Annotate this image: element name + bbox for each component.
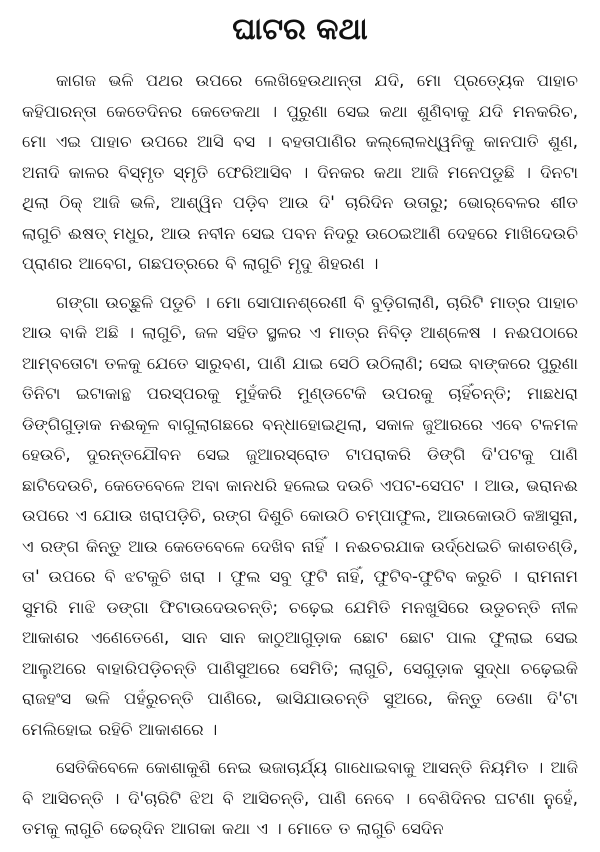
paragraph-2: ଗଙ୍ଗା ଉଚ୍ଛୁଳି ପଡୁଚି । ମୋ ସୋପାନଶ୍ରେଣୀ ବି ବୁଡ଼ିଗଲାଣି, ଚାରିଟି ମାତ୍ର ପାହାଚ ଆଉ ବାକି ଅଛି । ଲାଗୁଚି, ଜଳ ସହିତ ସ୍ଥଳର ଏ ମାତ୍ର ନିବିଡ଼ ଆଶ୍ଳେଷ । ନଈପଠାରେ ଆମ୍ବତୋଟା ତଳକୁ ଯେତେ ସାରୁବଣ, ପାଣି ଯାଇ ସେଠି ଉଠିଲାଣି; ସେଇ ବାଙ୍କରେ ପୁରୁଣା ତିନିଟା ଇଟାକାନ୍ଥ ପରସ୍ପରକୁ ମୁହଁକରି ମୁଣ୍ଡଟେକି ଉପରକୁ ଚାହିଁଚନ୍ତି; ମାଛଧରା ଡିଙ୍ଗିଗୁଡ଼ାକ ନଈକୂଳ ବାଗୁଲାଗଛରେ ବନ୍ଧାହୋଇଥିଲା, ସକାଳ ଜୁଆରରେ ଏବେ ଟଳମଳ ହେଉଚି, ଦୁରନ୍ତଯୌବନ ସେଇ ଜୁଆରସ୍ରୋତ ଟାପରାକରି ଡିଙ୍ଗି ଦି'ପଟକୁ ପାଣି ଛାଟିଦେଉଚି, କେତେବେଳେ ଅବା କାନଧରି ହଲେଇ ଦଉଚି ଏପଟ-ସେପଟ । ଆଉ, ଭରାନଈ ଉପରେ ଏ ଯୋଉ ଖରାପଡ଼ିଚି, ରଙ୍ଗ ଦିଶୁଚି କୋଉଠି ଚମ୍ପାଫୁଲ, ଆଉକୋଉଠି କଞ୍ଚାସୁନା, ଏ ରଙ୍ଗ କିନ୍ତୁ ଆଉ କେତେବେଳେ ଦେଖିବ ନାହିଁ । ନଈଚରଯାକ ଉର୍ଦ୍ଧେଇଚି କାଶତଣ୍ଡି, ତା' ଉପରେ ବି ଝଟକୁଚି ଖରା । ଫୁଲ ସବୁ ଫୁଟି ନାହିଁ, ଫୁଟିବ-ଫୁଟିବ କରୁଚି । ରାମନାମ ସୁମରି ମାଝି ଡଙ୍ଗା ଫିଟାଉଦେଉଚନ୍ତି; ଚଢ଼େଇ ଯେମିତି ମନଖୁସିରେ ଉଡୁଚନ୍ତି ନୀଳ ଆକାଶର ଏଣେତେଣେ, ସାନ ସାନ କାଠୁଆଗୁଡ଼ାକ ଛୋଟ ଛୋଟ ପାଲ ଫୁଲାଇ ସେଇ ଆଲୁଅରେ ବାହାରିପଡ଼ିଚନ୍ତି ପାଣିସୁଅରେ ସେମିତି; ଲାଗୁଚି, ସେଗୁଡ଼ାକ ସୁଦ୍ଧା ଚଢ଼େଇକି ରାଜହଂସ ଭଳି ପହଁରୁଚନ୍ତି ପାଣିରେ, ଭାସିଯାଉଚନ୍ତି ସୁଅରେ, କିନ୍ତୁ ଡେଣା ଦି'ଟା ମେଲିହୋଇ ରହିଚି ଆକାଶରେ ।: [22, 292, 578, 739]
document-title: ଘାଟର କଥା: [232, 12, 368, 47]
paragraph-3: ସେତିକିବେଳେ କୋଶାକୁଶି ନେଇ ଭଜାଚାର୍ଯ୍ୟ ଗାଧୋଇବାକୁ ଆସନ୍ତି ନିୟମିତ । ଆଜି ବି ଆସିଚନ୍ତି । ଦି'ଚାରିଟି ଝିଅ ବି ଆସିଚନ୍ତି, ପାଣି ନେବେ । ବେଶିଦିନର ଘଟଣା ନୁହେଁ, ତମକୁ ଲାଗୁଚି ଢେର୍‌ଦିନ ଆଗକା କଥା ଏ । ମୋତେ ତ ଲାଗୁଚି ସେଦିନ: [22, 758, 578, 838]
paragraph-1: କାଗଜ ଭଳି ପଥର ଉପରେ ଲେଖିହେଉଥାନ୍ତା ଯଦି, ମୋ ପ୍ରତ୍ୟେକ ପାହାଚ କହିପାରନ୍ତା କେତେଦିନର କେତେକଥା । ପୁରୁଣା ସେଇ କଥା ଶୁଣିବାକୁ ଯଦି ମନକରିଚ, ମୋ ଏଇ ପାହାଚ ଉପରେ ଆସି ବସ । ବହତାପାଣିର କଲ୍ଲୋଳଧ୍ୱନିକୁ କାନପାତି ଶୁଣ, ଅନାଦି କାଳର ବିସ୍ମୃତ ସ୍ମୃତି ଫେରିଆସିବ । ଦିନକର କଥା ଆଜି ମନେପଡୁଛି । ଦିନଟା ଥିଲା ଠିକ୍ ଆଜି ଭଳି, ଆଶ୍ୱିନ ପଡ଼ିବ ଆଉ ଦି' ଚାରିଦିନ ଉତାରୁ; ଭୋର୍‌ବେଳର ଶୀତ ଲାଗୁଚି ଈଷତ୍ ମଧୁର, ଆଉ ନବୀନ ସେଇ ପବନ ନିଦରୁ ଉଠେଇଆଣି ଦେହରେ ମାଖିଦେଉଚି ପ୍ରାଣର ଆବେଗ, ଗଛପତ୍ରରେ ବି ଲାଗୁଚି ମୃଦୁ ଶିହରଣ ।: [22, 71, 578, 273]
